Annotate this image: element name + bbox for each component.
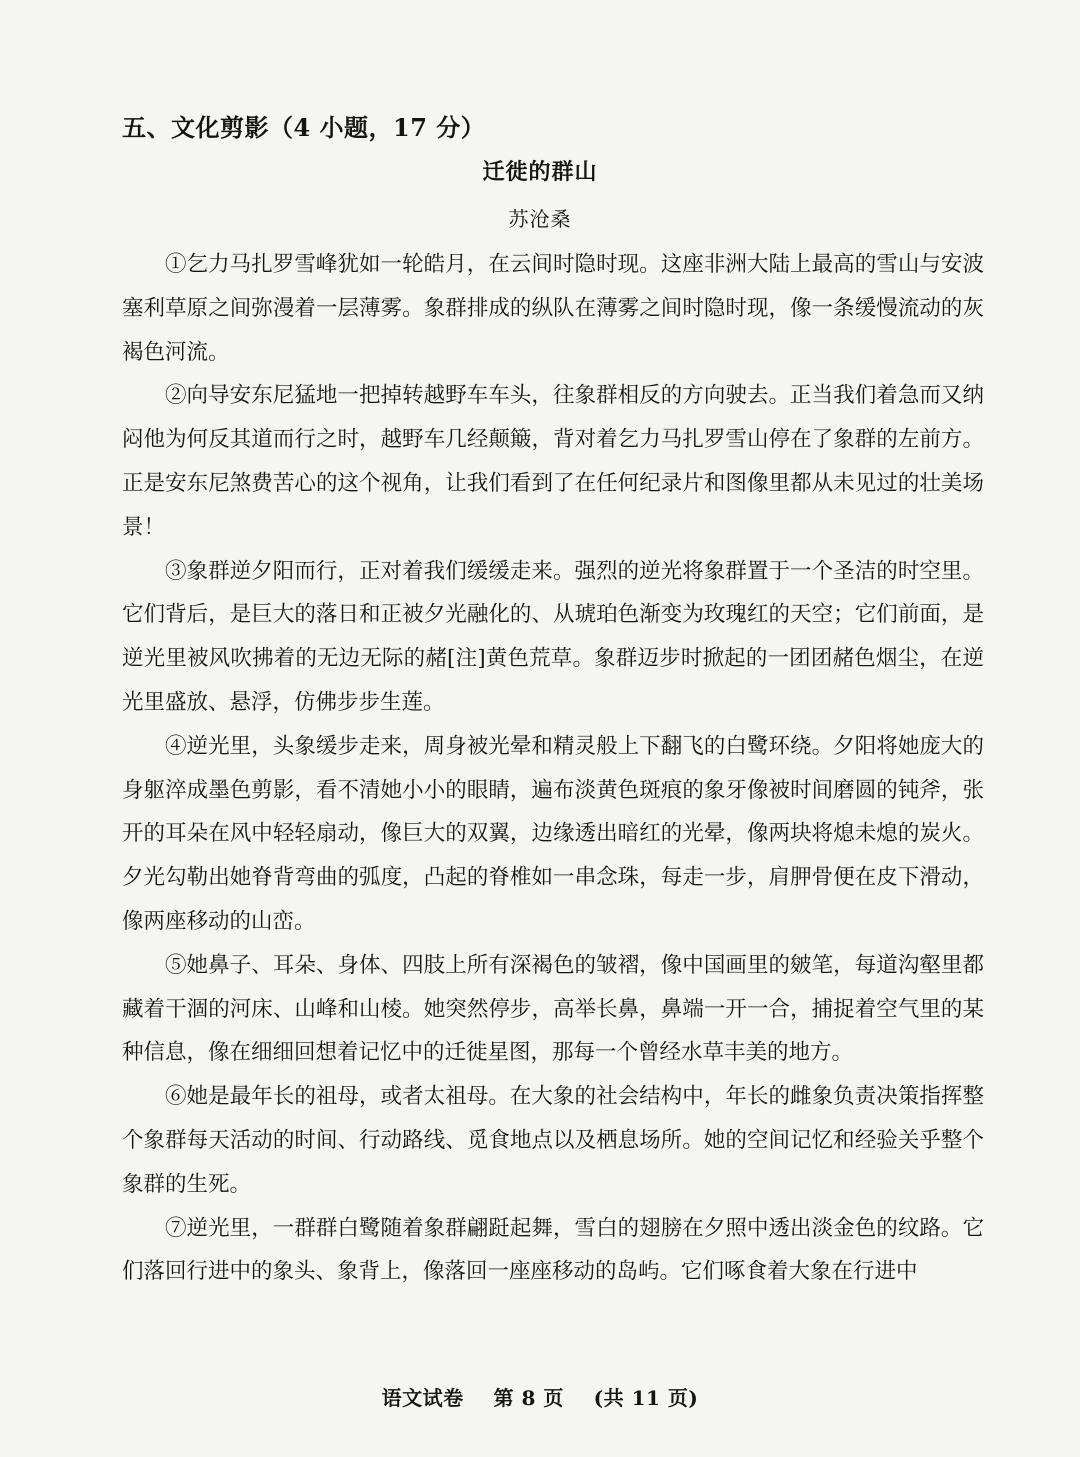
section-title: 五、文化剪影（4 小题，17 分） [122, 113, 486, 142]
paragraph-2: ②向导安东尼猛地一把掉转越野车车头，往象群相反的方向驶去。正当我们着急而又纳闷他为何反其道而行之时，越野车几经颠簸，背对着乞力马扎罗雪山停在了象群的左前方。正是安东尼煞费苦心的这个视角，让我们看到了在任何纪录片和图像里都从未见过的壮美场景！ [122, 383, 984, 540]
article-title: 迁徙的群山 [482, 159, 598, 185]
article-author: 苏沧桑 [508, 207, 572, 231]
article-body [122, 243, 984, 1294]
paragraph-6: ⑥她是最年长的祖母，或者太祖母。在大象的社会结构中，年长的雌象负责决策指挥整个象群每天活动的时间、行动路线、觅食地点以及栖息场所。她的空间记忆和经验关乎整个象群的生死。 [122, 1084, 984, 1197]
paragraph-4: ④逆光里，头象缓步走来，周身被光晕和精灵般上下翻飞的白鹭环绕。夕阳将她庞大的身躯淬成墨色剪影，看不清她小小的眼睛，遍布淡黄色斑痕的象牙像被时间磨圆的钝斧，张开的耳朵在风中轻轻扇动，像巨大的双翼，边缘透出暗红的光晕，像两块将熄未熄的炭火。夕光勾勒出她脊背弯曲的弧度，凸起的脊椎如一串念珠，每走一步，肩胛骨便在皮下滑动，像两座移动的山峦。 [122, 733, 984, 934]
paragraph-1: ①乞力马扎罗雪峰犹如一轮皓月，在云间时隐时现。这座非洲大陆上最高的雪山与安波塞利草原之间弥漫着一层薄雾。象群排成的纵队在薄雾之间时隐时现，像一条缓慢流动的灰褐色河流。 [122, 252, 984, 365]
paragraph-7: ⑦逆光里，一群群白鹭随着象群翩跹起舞，雪白的翅膀在夕照中透出淡金色的纹路。它们落回行进中的象头、象背上，像落回一座座移动的岛屿。它们啄食着大象在行进中 [122, 1215, 984, 1285]
paragraph-3: ③象群逆夕阳而行，正对着我们缓缓走来。强烈的逆光将象群置于一个圣洁的时空里。它们背后，是巨大的落日和正被夕光融化的、从琥珀色渐变为玫瑰红的天空；它们前面，是逆光里被风吹拂着的无边无际的赭[注]黄色荒草。象群迈步时掀起的一团团赭色烟尘，在逆光里盛放、悬浮，仿佛步步生莲。 [122, 558, 984, 715]
page-footer: 语文试卷 第 8 页 (共 11 页) [381, 1386, 699, 1410]
paragraph-5: ⑤她鼻子、耳朵、身体、四肢上所有深褐色的皱褶，像中国画里的皴笔，每道沟壑里都藏着干涸的河床、山峰和山棱。她突然停步，高举长鼻，鼻端一开一合，捕捉着空气里的某种信息，像在细细回想着记忆中的迁徙星图，那每一个曾经水草丰美的地方。 [122, 952, 984, 1066]
